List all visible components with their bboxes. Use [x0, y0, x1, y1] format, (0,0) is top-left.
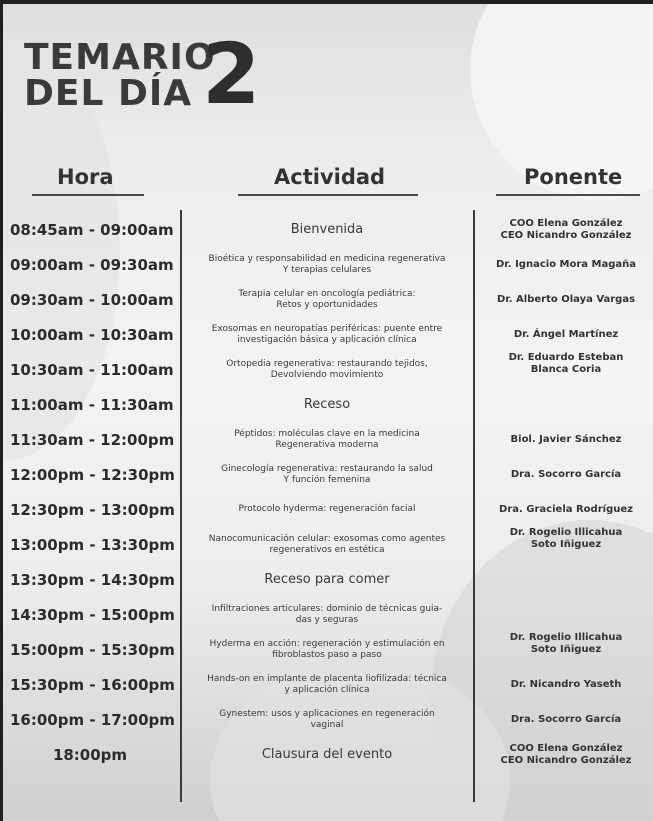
- row-ponente: Dra. Graciela Rodríguez: [499, 503, 633, 515]
- table-row: [0, 422, 653, 457]
- row-hora: 11:30am - 12:00pm: [10, 430, 175, 449]
- table-row: [0, 737, 653, 772]
- row-actividad: Ginecología regenerativa: restaurando la salud Y función femenina: [221, 463, 433, 485]
- table-row: [0, 527, 653, 562]
- row-ponente: [480, 597, 652, 632]
- row-actividad: Hyderma en acción: regeneración y estimulación en fibroblastos paso a paso: [209, 638, 445, 660]
- header-actividad: Actividad: [274, 165, 386, 189]
- row-ponente: [480, 562, 652, 597]
- row-ponente: Dr. Rogelio Illicahua Soto Iñiguez: [509, 632, 623, 655]
- row-ponente: Dra. Socorro García: [510, 468, 622, 480]
- row-ponente: Biol. Javier Sánchez: [510, 433, 622, 445]
- row-hora: 09:00am - 09:30am: [10, 255, 174, 274]
- table-row: [0, 317, 653, 352]
- row-hora: 10:00am - 10:30am: [10, 325, 174, 344]
- row-actividad: Receso para comer: [264, 572, 390, 587]
- table-row: [0, 212, 653, 247]
- row-actividad: Clausura del evento: [261, 747, 393, 762]
- header-ponente-underline: [496, 194, 640, 196]
- row-actividad: Infiltraciones articulares: dominio de técnicas guia- das y seguras: [211, 603, 443, 625]
- row-ponente: Dr. Ángel Martínez: [513, 328, 619, 340]
- table-row: [0, 247, 653, 282]
- row-ponente: COO Elena González CEO Nicandro González: [500, 217, 632, 241]
- table-row: [0, 352, 653, 387]
- row-hora: 13:30pm - 14:30pm: [10, 570, 175, 589]
- row-ponente: Dra. Socorro García: [510, 713, 622, 725]
- table-row: [0, 667, 653, 702]
- row-ponente: Dr. Eduardo Esteban Blanca Coria: [508, 352, 624, 375]
- header-actividad-underline: [238, 194, 418, 196]
- header-hora: Hora: [57, 165, 114, 189]
- row-ponente: Dr. Ignacio Mora Magaña: [496, 258, 636, 270]
- row-hora: 15:30pm - 16:00pm: [10, 675, 175, 694]
- row-ponente: Dr. Nicandro Yaseth: [510, 678, 622, 690]
- row-actividad: Gynestem: usos y aplicaciones en regeneración vaginal: [219, 708, 435, 730]
- row-ponente: Dr. Alberto Olaya Vargas: [496, 293, 636, 305]
- row-actividad: Bioética y responsabilidad en medicina regenerativa Y terapias celulares: [208, 253, 446, 275]
- row-hora: 09:30am - 10:00am: [10, 290, 174, 309]
- table-row: [0, 387, 653, 422]
- row-ponente: COO Elena González CEO Nicandro González: [500, 742, 632, 766]
- row-actividad: Nanocomunicación celular: exosomas como agentes regenerativos en estética: [208, 533, 446, 555]
- table-row: [0, 632, 653, 667]
- row-hora: 12:00pm - 12:30pm: [10, 465, 175, 484]
- table-row: [0, 562, 653, 597]
- table-row: [0, 282, 653, 317]
- header-ponente: Ponente: [524, 165, 623, 189]
- row-hora: 13:00pm - 13:30pm: [10, 535, 175, 554]
- row-ponente: Dr. Rogelio Illicahua Soto Iñiguez: [509, 527, 623, 550]
- row-actividad: Exosomas en neuropatías periféricas: puente entre investigación básica y aplicación clínica: [211, 323, 443, 345]
- row-actividad: Péptidos: moléculas clave en la medicina Regenerativa moderna: [234, 428, 420, 450]
- row-hora: 14:30pm - 15:00pm: [10, 605, 175, 624]
- row-ponente: [480, 387, 652, 422]
- row-actividad: Ortopedia regenerativa: restaurando tejidos, Devolviendo movimiento: [226, 358, 428, 380]
- title-line-1: TEMARIO: [24, 37, 216, 78]
- page-title: [24, 37, 216, 114]
- table-row: [0, 457, 653, 492]
- row-actividad: Terapia celular en oncología pediátrica: Retos y oportunidades: [238, 288, 416, 310]
- row-actividad: Protocolo hyderma: regeneración facial: [238, 504, 416, 514]
- table-row: [0, 492, 653, 527]
- row-hora: 15:00pm - 15:30pm: [10, 640, 175, 659]
- row-actividad: Hands-on en implante de placenta liofilizada: técnica y aplicación clínica: [207, 673, 447, 695]
- day-number: 2: [202, 25, 261, 123]
- frame-border-top: [0, 0, 653, 4]
- row-hora: 08:45am - 09:00am: [10, 220, 174, 239]
- table-row: [0, 597, 653, 632]
- row-hora: 10:30am - 11:00am: [10, 360, 174, 379]
- row-actividad: Receso: [303, 397, 351, 412]
- row-hora: 11:00am - 11:30am: [10, 395, 174, 414]
- row-hora: 18:00pm: [52, 745, 128, 764]
- header-hora-underline: [32, 194, 144, 196]
- row-actividad: Bienvenida: [290, 222, 364, 237]
- table-row: [0, 702, 653, 737]
- row-hora: 16:00pm - 17:00pm: [10, 710, 175, 729]
- title-line-2: DEL DÍA: [24, 73, 193, 114]
- row-hora: 12:30pm - 13:00pm: [10, 500, 175, 519]
